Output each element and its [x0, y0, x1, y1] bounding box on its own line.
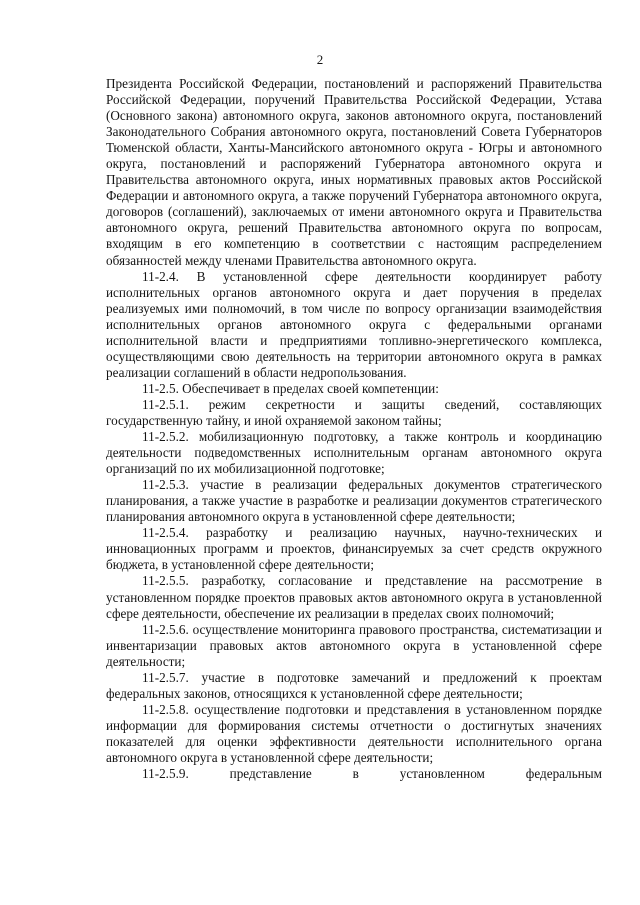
page-number: 2 — [316, 52, 324, 67]
paragraph-continuation: Президента Российской Федерации, постановлений и распоряжений Правительства Российской Федерации, поручений Правительства Российской Федерации, Устава (Основного закона) автономного округа, законов автономного округа, постановлений Законодательного Собрания автономного округа, постановлений Совета Губернаторов Тюменской области, Ханты-Мансийского автономного округа - Югры и автономного округа, постановлений и распоряжений Губернатора автономного округа и Правительства автономного округа, иных нормативных правовых актов Российской Федерации и автономного округа, а также поручений Губернатора автономного округа, договоров (соглашений), заключаемых от имени автономного округа и Правительства автономного округа, решений Правительства автономного округа по вопросам, входящим в его компетенцию в соответствии с настоящим распределением обязанностей между членами Правительства автономного округа. — [106, 76, 602, 268]
paragraph-11-2-5-2: 11-2.5.2. мобилизационную подготовку, а также контроль и координацию деятельности подведомственных исполнительным органам автономного округа организаций по их мобилизационной подготовке; — [106, 429, 602, 477]
paragraph-11-2-5-4: 11-2.5.4. разработку и реализацию научных, научно-технических и инновационных программ и проектов, финансируемых за счет средств окружного бюджета, в установленной сфере деятельности; — [106, 525, 602, 573]
paragraph-11-2-4: 11-2.4. В установленной сфере деятельности координирует работу исполнительных органов автономного округа и дает поручения в пределах реализуемых ими полномочий, в том числе по вопросу организации взаимодействия исполнительных органов автономного округа с федеральными органами исполнительной власти и предприятиями топливно-энергетического комплекса, осуществляющими свою деятельность на территории автономного округа в рамках реализации соглашений в области недропользования. — [106, 268, 602, 380]
paragraph-11-2-5-8: 11-2.5.8. осуществление подготовки и представления в установленном порядке информации для формирования системы отчетности о достигнутых значениях показателей для оценки эффективности деятельности исполнительного органа автономного округа в установленной сфере деятельности; — [106, 701, 602, 765]
paragraph-11-2-5-9: 11-2.5.9. представление в установленном федеральным — [142, 766, 602, 782]
paragraph-11-2-5-6: 11-2.5.6. осуществление мониторинга правового пространства, систематизации и инвентаризации правовых актов автономного округа в установленной сфере деятельности; — [106, 621, 602, 669]
paragraph-11-2-5-3: 11-2.5.3. участие в реализации федеральных документов стратегического планирования, а также участие в разработке и реализации документов стратегического планирования автономного округа в установленной сфере деятельности; — [106, 477, 602, 525]
document-body — [106, 76, 602, 782]
paragraph-11-2-5-5: 11-2.5.5. разработку, согласование и представление на рассмотрение в установленном порядке проектов правовых актов автономного округа в установленной сфере деятельности, обеспечение их реализации в пределах своих полномочий; — [106, 573, 602, 621]
paragraph-11-2-5-7: 11-2.5.7. участие в подготовке замечаний и предложений к проектам федеральных законов, относящихся к установленной сфере деятельности; — [106, 669, 602, 701]
paragraph-11-2-5-1: 11-2.5.1. режим секретности и защиты сведений, составляющих государственную тайну, и иной охраняемой законом тайны; — [106, 396, 602, 428]
paragraph-11-2-5: 11-2.5. Обеспечивает в пределах своей компетенции: — [142, 380, 439, 396]
